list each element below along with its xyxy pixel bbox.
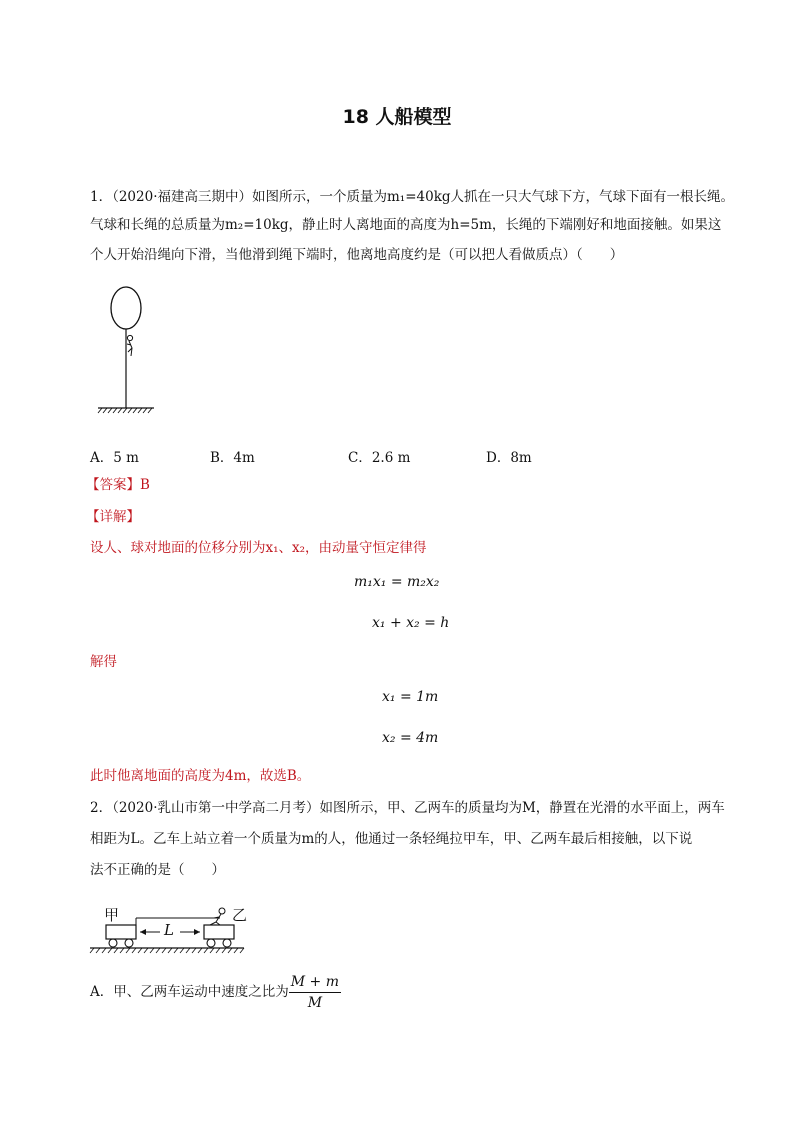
fraction-denominator: M: [307, 994, 323, 1011]
q1-equation-4: x₂ = 4m: [382, 730, 439, 746]
q1-stem-line1: 1．（2020·福建高三期中）如图所示，一个质量为m₁=40kg人抓在一只大气球下方，气球下面有一根长绳。: [90, 189, 735, 205]
arrow-right-icon: [194, 929, 200, 935]
cart-b-label: 乙: [232, 906, 248, 924]
q2-stem-line3: 法不正确的是（ ）: [90, 862, 225, 878]
cart-a-wheel-left: [109, 939, 117, 947]
q1-answer: 【答案】B: [86, 477, 150, 493]
balloon-figure: [96, 282, 162, 414]
q1-option-c[interactable]: C．2.6 m: [348, 450, 411, 466]
q1-option-b[interactable]: B．4m: [210, 450, 255, 466]
q2-option-a[interactable]: [90, 972, 341, 1012]
q1-stem-line3: 个人开始沿绳向下滑，当他滑到绳下端时，他离地高度约是（可以把人看做质点）（ ）: [90, 247, 624, 263]
q1-option-d[interactable]: D．8m: [486, 450, 532, 466]
cart-b: [204, 925, 234, 939]
q1-equation-3: x₁ = 1m: [382, 689, 439, 705]
q1-stem-line2: 气球和长绳的总质量为m₂=10kg，静止时人离地面的高度为h=5m，长绳的下端刚好和地面接触。如果这: [90, 217, 722, 233]
fraction-numerator: M + m: [289, 973, 341, 993]
ground-hatch: [90, 948, 244, 953]
q1-equation-1: m₁x₁ = m₂x₂: [354, 574, 440, 590]
arrow-left-icon: [140, 929, 146, 935]
cart-a-wheel-right: [125, 939, 133, 947]
q2-stem-line1: 2．（2020·乳山市第一中学高二月考）如图所示，甲、乙两车的质量均为M，静置在光滑的水平面上，两车: [90, 800, 725, 816]
person-icon: [127, 335, 133, 356]
cart-a: [106, 925, 136, 939]
balloon: [111, 287, 141, 329]
page-title: 18 人船模型: [342, 106, 452, 128]
q1-detail-label: 【详解】: [86, 509, 140, 525]
distance-label: L: [164, 921, 174, 939]
cart-a-label: 甲: [104, 906, 120, 924]
velocity-ratio-fraction: [289, 973, 341, 1012]
cart-b-wheel-left: [207, 939, 215, 947]
cart-b-wheel-right: [223, 939, 231, 947]
q1-options: [90, 446, 690, 464]
q2-stem-line2: 相距为L。乙车上站立着一个质量为m的人，他通过一条轻绳拉甲车，甲、乙两车最后相接触，以下说: [90, 831, 693, 847]
q2-option-a-text: A．甲、乙两车运动中速度之比为: [90, 984, 289, 1000]
ground-hatch: [98, 408, 152, 413]
q1-solve-label: 解得: [90, 654, 117, 670]
q1-explanation: 设人、球对地面的位移分别为x₁、x₂，由动量守恒定律得: [90, 540, 427, 556]
carts-figure: [86, 898, 256, 958]
q1-conclusion: 此时他离地面的高度为4m，故选B。: [90, 768, 311, 784]
person-icon: [210, 908, 225, 925]
q1-option-a[interactable]: A．5 m: [90, 450, 139, 466]
q1-equation-2: x₁ + x₂ = h: [372, 615, 450, 631]
